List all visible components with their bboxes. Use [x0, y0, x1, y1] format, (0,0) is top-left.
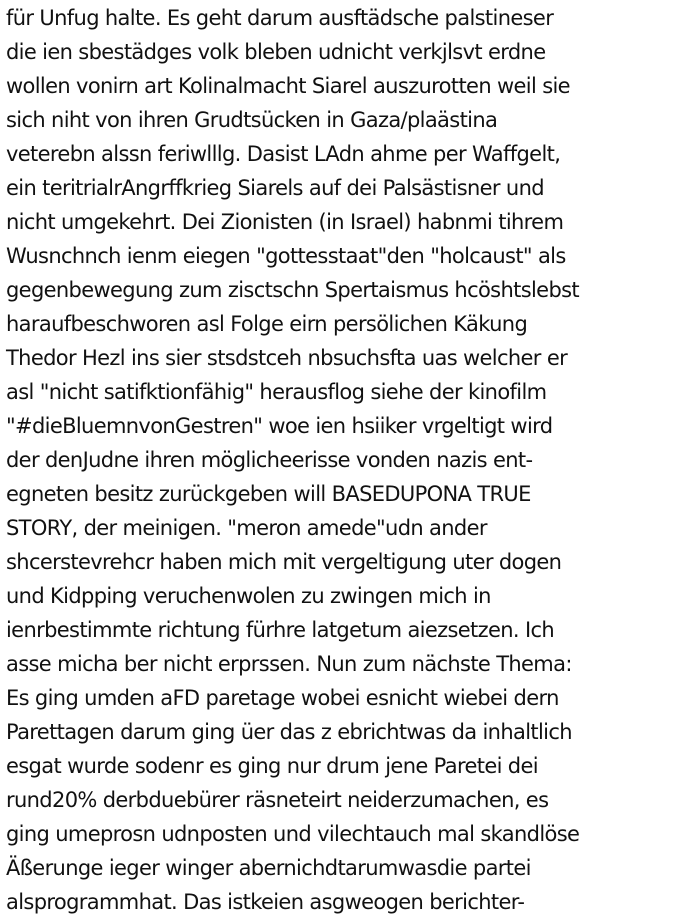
text-line: gegenbewegung zum zisctschn Spertaismus hcöshtslebst: [6, 278, 579, 302]
text-line: nicht umgekehrt. Dei Zionisten (in Israel) habnmi tihrem: [6, 210, 564, 234]
text-line: sich niht von ihren Grudtsücken in Gaza/plaästina: [6, 108, 498, 132]
text-line: ein teritrialrAngrffkrieg Siarels auf dei Palsästisner und: [6, 176, 544, 200]
text-line: Äßerunge ieger winger abernichdtarumwasdie partei: [6, 856, 531, 880]
text-line: und Kidpping veruchenwolen zu zwingen mich in: [6, 584, 491, 608]
text-line: der denJudne ihren möglicheerisse vonden nazis ent-: [6, 448, 533, 472]
text-line: ienrbestimmte richtung fürhre latgetum aiezsetzen. Ich: [6, 618, 555, 642]
text-line: esgat wurde sodenr es ging nur drum jene Paretei dei: [6, 754, 538, 778]
text-line: veterebn alssn feriwlllg. Dasist LAdn ahme per Waffgelt,: [6, 142, 561, 166]
text-line: Wusnchnch ienm eiegen "gottesstaat"den "holcaust" als: [6, 244, 566, 268]
text-line: alsprogrammhat. Das istkeien asgweogen berichter-: [6, 890, 525, 914]
body-text: [6, 1, 682, 919]
text-line: egneten besitz zurückgeben will BASEDUPONA TRUE: [6, 482, 531, 506]
text-line: Es ging umden aFD paretage wobei esnicht wiebei dern: [6, 686, 559, 710]
text-line: rund20% derbduebürer räsneteirt neiderzumachen, es: [6, 788, 549, 812]
text-line: STORY, der meinigen. "meron amede"udn ander: [6, 516, 487, 540]
text-line: wollen vonirn art Kolinalmacht Siarel auszurotten weil sie: [6, 74, 570, 98]
text-line: die ien sbestädges volk bleben udnicht verkjlsvt erdne: [6, 40, 546, 64]
text-line: asl "nicht satifktionfähig" herausflog siehe der kinofilm: [6, 380, 547, 404]
text-line: ging umeprosn udnposten und vilechtauch mal skandlöse: [6, 822, 580, 846]
text-line: für Unfug halte. Es geht darum ausftädsche palstineser: [6, 6, 554, 30]
text-line: "#dieBluemnvonGestren" woe ien hsiiker vrgeltigt wird: [6, 414, 553, 438]
text-line: asse micha ber nicht erprssen. Nun zum nächste Thema:: [6, 652, 572, 676]
text-line: haraufbeschworen asl Folge eirn persölichen Käkung: [6, 312, 528, 336]
text-line: Thedor Hezl ins sier stsdstceh nbsuchsfta uas welcher er: [6, 346, 568, 370]
text-line: Parettagen darum ging üer das z ebrichtwas da inhaltlich: [6, 720, 572, 744]
text-line: shcerstevrehcr haben mich mit vergeltigung uter dogen: [6, 550, 562, 574]
